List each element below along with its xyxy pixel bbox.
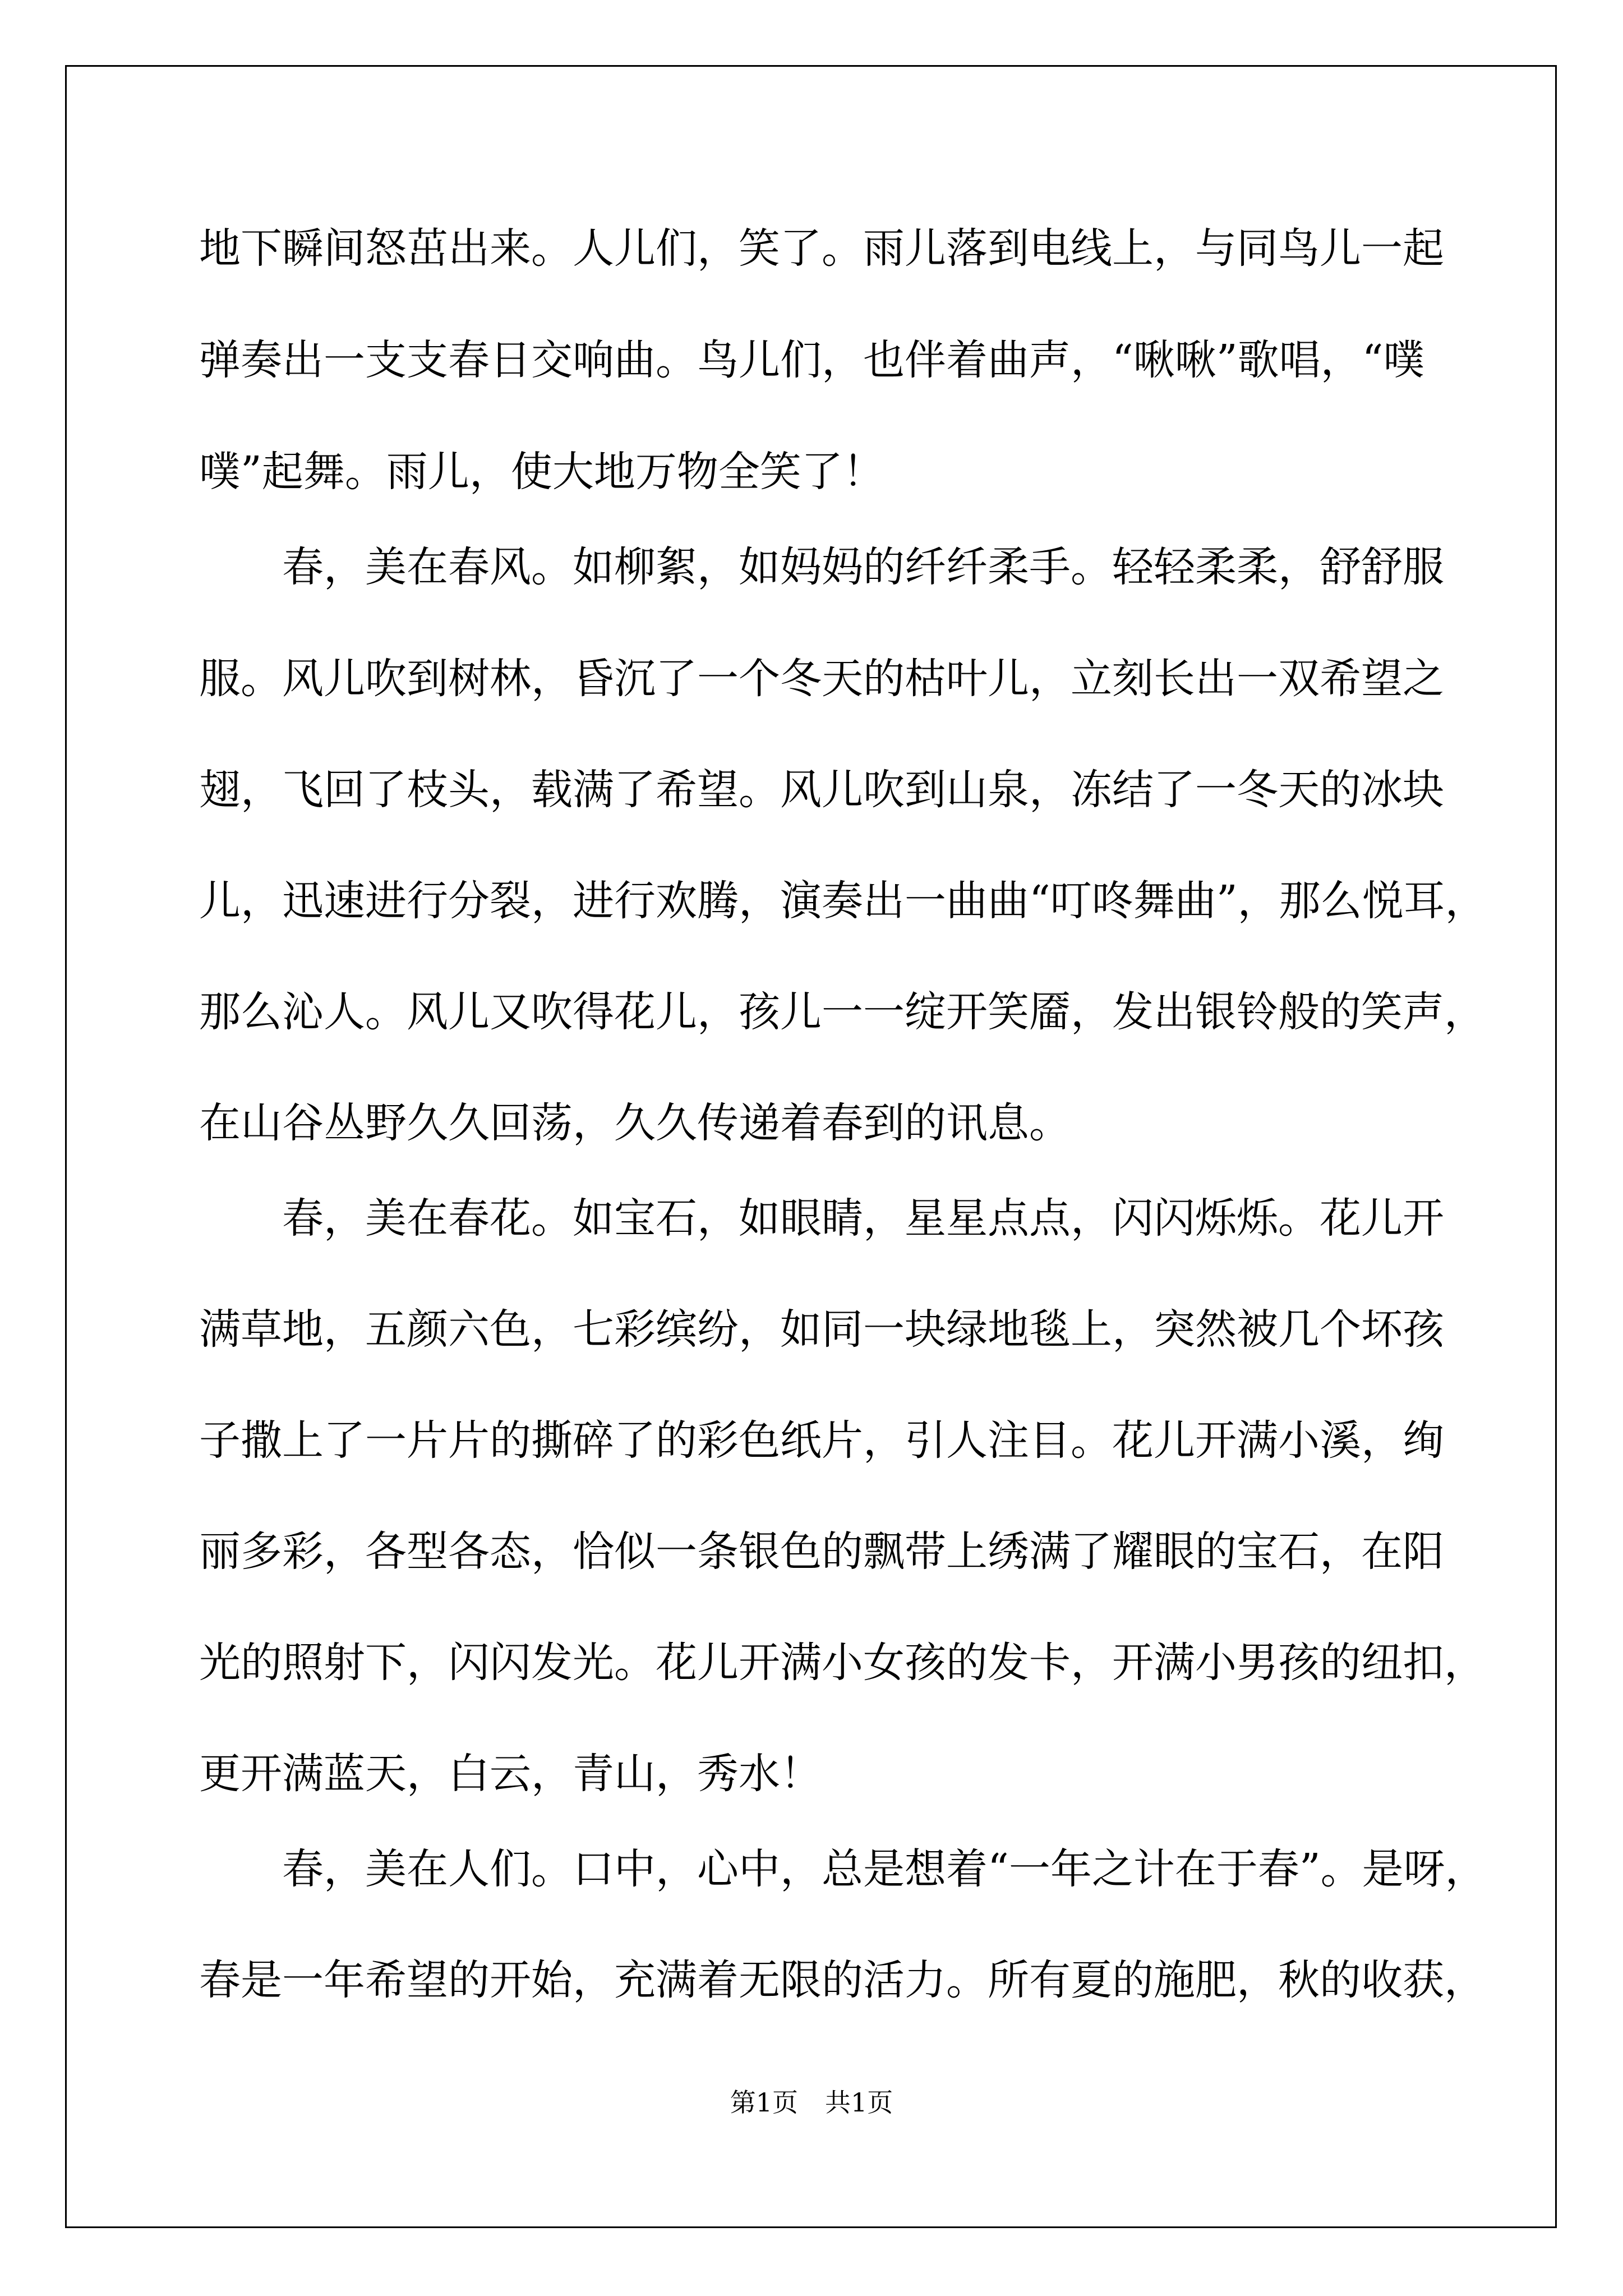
page-number: 第1页	[730, 2087, 798, 2118]
text-line: 在山谷丛野久久回荡，久久传递着春到的讯息。	[199, 1099, 1071, 1147]
text-line: 春，美在春风。如柳絮，如妈妈的纤纤柔手。轻轻柔柔，舒舒服	[199, 543, 1444, 591]
text-line: 噗”起舞。雨儿，使大地万物全笑了！	[199, 448, 884, 496]
text-line: 翅，飞回了枝头，载满了希望。风儿吹到山泉，冻结了一冬天的冰块	[199, 766, 1444, 814]
page-footer	[0, 2086, 1623, 2119]
text-line: 光的照射下，闪闪发光。花儿开满小女孩的发卡，开满小男孩的纽扣，	[199, 1639, 1486, 1687]
page-total: 共1页	[825, 2087, 893, 2118]
text-line: 丽多彩，各型各态，恰似一条银色的飘带上绣满了耀眼的宝石，在阳	[199, 1527, 1444, 1576]
text-line: 弹奏出一支支春日交响曲。鸟儿们，也伴着曲声，“啾啾”歌唱，“噗	[199, 336, 1425, 384]
text-line: 服。风儿吹到树林，昏沉了一个冬天的枯叶儿，立刻长出一双希望之	[199, 655, 1444, 703]
text-line: 春，美在春花。如宝石，如眼睛，星星点点，闪闪烁烁。花儿开	[199, 1194, 1444, 1243]
text-line: 满草地，五颜六色，七彩缤纷，如同一块绿地毯上，突然被几个坏孩	[199, 1305, 1444, 1354]
text-line: 儿，迅速进行分裂，进行欢腾，演奏出一曲曲“叮咚舞曲”，那么悦耳，	[199, 877, 1487, 925]
text-line: 子撒上了一片片的撕碎了的彩色纸片，引人注目。花儿开满小溪，绚	[199, 1416, 1444, 1465]
text-line: 春是一年希望的开始，充满着无限的活力。所有夏的施肥，秋的收获，	[199, 1956, 1486, 2004]
text-line: 更开满蓝天，白云，青山，秀水！	[199, 1750, 822, 1798]
text-line: 春，美在人们。口中，心中，总是想着“一年之计在于春”。是呀，	[199, 1845, 1487, 1893]
text-line: 地下瞬间怒茁出来。人儿们，笑了。雨儿落到电线上，与同鸟儿一起	[199, 224, 1444, 273]
text-line: 那么沁人。风儿又吹得花儿，孩儿一一绽开笑靥，发出银铃般的笑声，	[199, 988, 1486, 1036]
